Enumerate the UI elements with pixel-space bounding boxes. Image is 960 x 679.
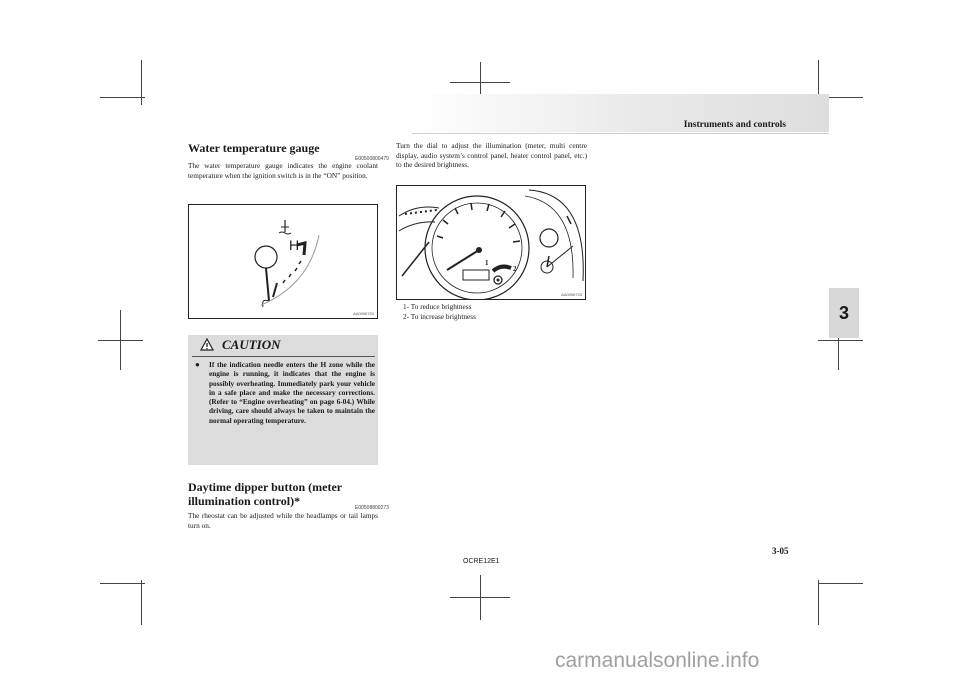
- page-number: 3-05: [772, 546, 789, 556]
- section-code: E00500800479: [355, 156, 389, 162]
- section-body: The rheostat can be adjusted while the headlamps or tail lamps turn on.: [188, 511, 378, 530]
- section-code: E00508800273: [355, 505, 389, 511]
- crop-mark: [818, 340, 863, 341]
- figure-water-temperature-gauge: [188, 204, 378, 319]
- crop-mark: [98, 340, 143, 341]
- caution-title: CAUTION: [222, 337, 281, 352]
- footer-code: OCRE12E1: [463, 558, 500, 565]
- crop-mark: [141, 60, 142, 105]
- caution-text: If the indication needle enters the H zone while the engine is running, it indicates that the engine is possibly overheating. Immediately park your vehicle in a safe place and make the necessary corrections. (Refer to “Engine overheating” on page 6-04.) While driving, care should always be taken to maintain the normal operating temperature.: [209, 360, 375, 425]
- header-rule: [412, 133, 829, 134]
- caution-rule: [192, 356, 375, 357]
- list-item: 2- To increase brightness: [403, 311, 476, 321]
- figure-id: AA0096733: [561, 292, 582, 297]
- cluster-illustration: [397, 186, 585, 299]
- list-item: 1- To reduce brightness: [403, 302, 472, 311]
- header-title: Instruments and controls: [683, 120, 786, 130]
- crop-mark: [100, 97, 145, 98]
- section-title-daytime-dipper: Daytime dipper button (meter illumination control)*: [188, 480, 342, 508]
- bullet-icon: ●: [195, 360, 200, 369]
- callout-1: 1: [485, 259, 489, 267]
- crop-mark: [100, 583, 145, 584]
- warning-icon: [200, 338, 214, 351]
- crop-mark: [141, 580, 142, 625]
- crop-mark: [818, 583, 863, 584]
- section-body: The water temperature gauge indicates the engine coolant temperature when the ignition switch is in the “ON” position.: [188, 161, 378, 180]
- figure-instrument-cluster: [396, 185, 586, 300]
- crop-mark: [818, 580, 819, 625]
- chapter-tab: 3: [829, 288, 859, 338]
- crop-mark: [450, 597, 510, 598]
- gauge-illustration: [189, 205, 377, 318]
- gauge-h-label: H: [289, 237, 300, 253]
- callout-list: [403, 302, 476, 321]
- illumination-text: Turn the dial to adjust the illumination (meter, multi centre display, audio system’s control panel, heater control panel, etc.) to the desired brightness.: [396, 141, 587, 170]
- crop-mark: [450, 82, 510, 83]
- callout-2: 2: [513, 265, 517, 273]
- watermark[interactable]: carmanualsonline.info: [555, 649, 760, 672]
- section-title-water-temperature: Water temperature gauge: [188, 141, 320, 155]
- figure-id: AA0096720: [353, 311, 374, 316]
